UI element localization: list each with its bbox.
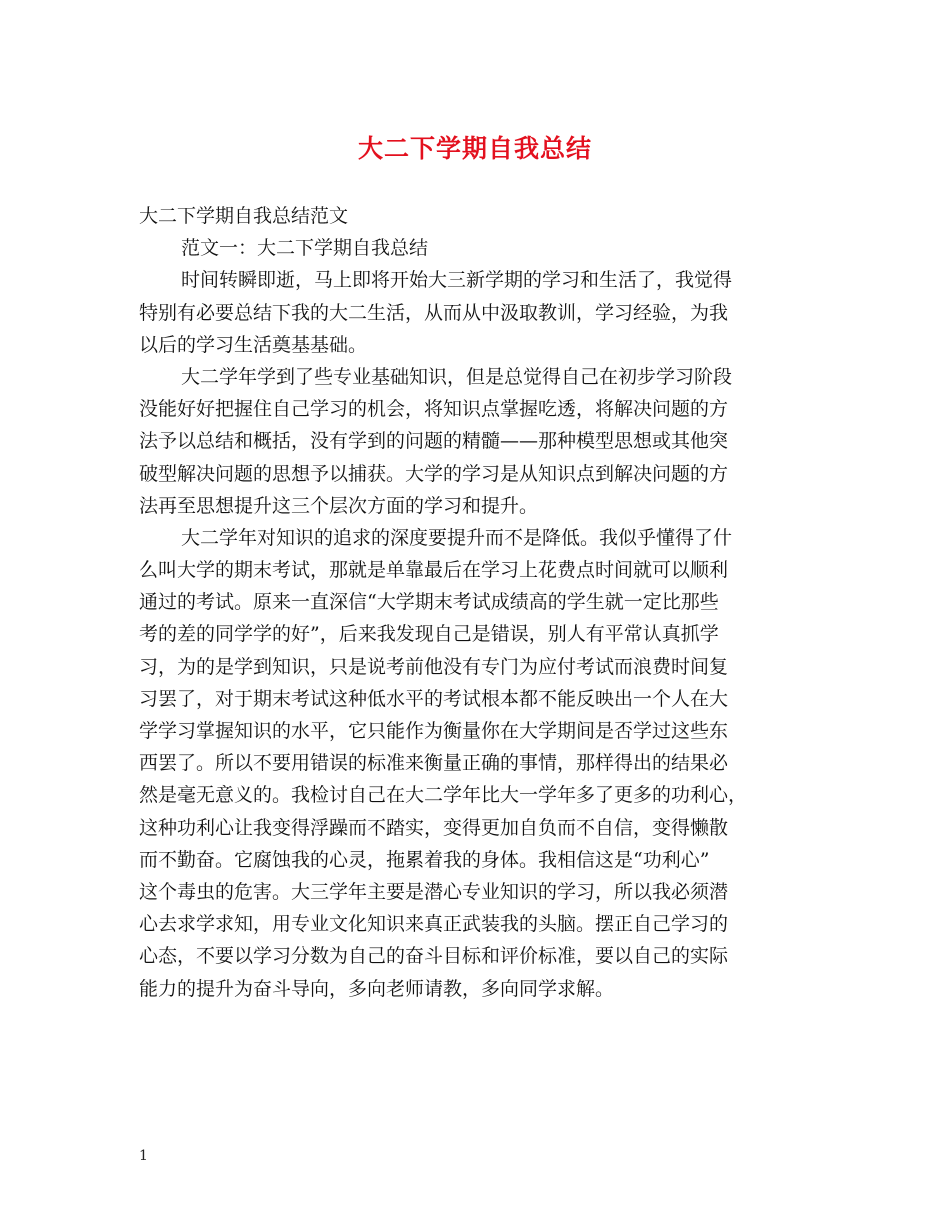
body-line: 习罢了，对于期末考试这种低水平的考试根本都不能反映出一个人在大 <box>139 687 729 710</box>
body-line: 以后的学习生活奠基基础。 <box>139 333 368 356</box>
body-line: 法予以总结和概括，没有学到的问题的精髓——那种模型思想或其他突 <box>139 430 729 453</box>
body-line: 时间转瞬即逝，马上即将开始大三新学期的学习和生活了，我觉得 <box>181 269 733 292</box>
body-line: 习，为的是学到知识，只是说考前他没有专门为应付考试而浪费时间复 <box>139 655 729 678</box>
body-line: 特别有必要总结下我的大二生活，从而从中汲取教训，学习经验，为我 <box>139 301 729 324</box>
body-line: 大二学年学到了些专业基础知识，但是总觉得自己在初步学习阶段 <box>181 365 733 388</box>
body-line: 学学习掌握知识的水平，它只能作为衡量你在大学期间是否学过这些东 <box>139 720 729 742</box>
document-body <box>139 200 819 1005</box>
body-line: 心去求学求知，用专业文化知识来真正武装我的头脑。摆正自己学习的 <box>139 913 729 936</box>
body-line: 范文一：大二下学期自我总结 <box>181 237 429 260</box>
body-line: 这种功利心让我变得浮躁而不踏实，变得更加自负而不自信，变得懒散 <box>139 816 729 839</box>
body-line: 么叫大学的期末考试，那就是单靠最后在学习上花费点时间就可以顺利 <box>139 559 729 582</box>
page-number: 1 <box>139 1148 148 1164</box>
body-line: 破型解决问题的思想予以捕获。大学的学习是从知识点到解决问题的方 <box>139 462 729 485</box>
body-line: 而不勤奋。它腐蚀我的心灵，拖累着我的身体。我相信这是“功利心” <box>139 848 710 871</box>
body-line: 通过的考试。原来一直深信“大学期末考试成绩高的学生就一定比那些 <box>139 591 719 614</box>
body-line: 能力的提升为奋斗导向，多向老师请教，多向同学求解。 <box>139 977 615 1000</box>
body-line: 西罢了。所以不要用错误的标准来衡量正确的事情，那样得出的结果必 <box>139 752 729 775</box>
body-line: 大二学年对知识的追求的深度要提升而不是降低。我似乎懂得了什 <box>181 526 733 549</box>
body-line: 考的差的同学学的好”，后来我发现自己是错误，别人有平常认真抓学 <box>139 623 719 646</box>
body-line: 心态，不要以学习分数为自己的奋斗目标和评价标准，要以自己的实际 <box>139 945 729 968</box>
body-line: 没能好好把握住自己学习的机会，将知识点掌握吃透，将解决问题的方 <box>139 398 729 421</box>
body-line: 这个毒虫的危害。大三学年主要是潜心专业知识的学习，所以我必须潜 <box>139 880 729 903</box>
document-title: 大二下学期自我总结 <box>357 134 592 163</box>
body-line: 法再至思想提升这三个层次方面的学习和提升。 <box>139 494 539 517</box>
body-line: 大二下学期自我总结范文 <box>139 205 349 227</box>
body-line: 然是毫无意义的。我检讨自己在大二学年比大一学年多了更多的功利心， <box>139 784 748 807</box>
